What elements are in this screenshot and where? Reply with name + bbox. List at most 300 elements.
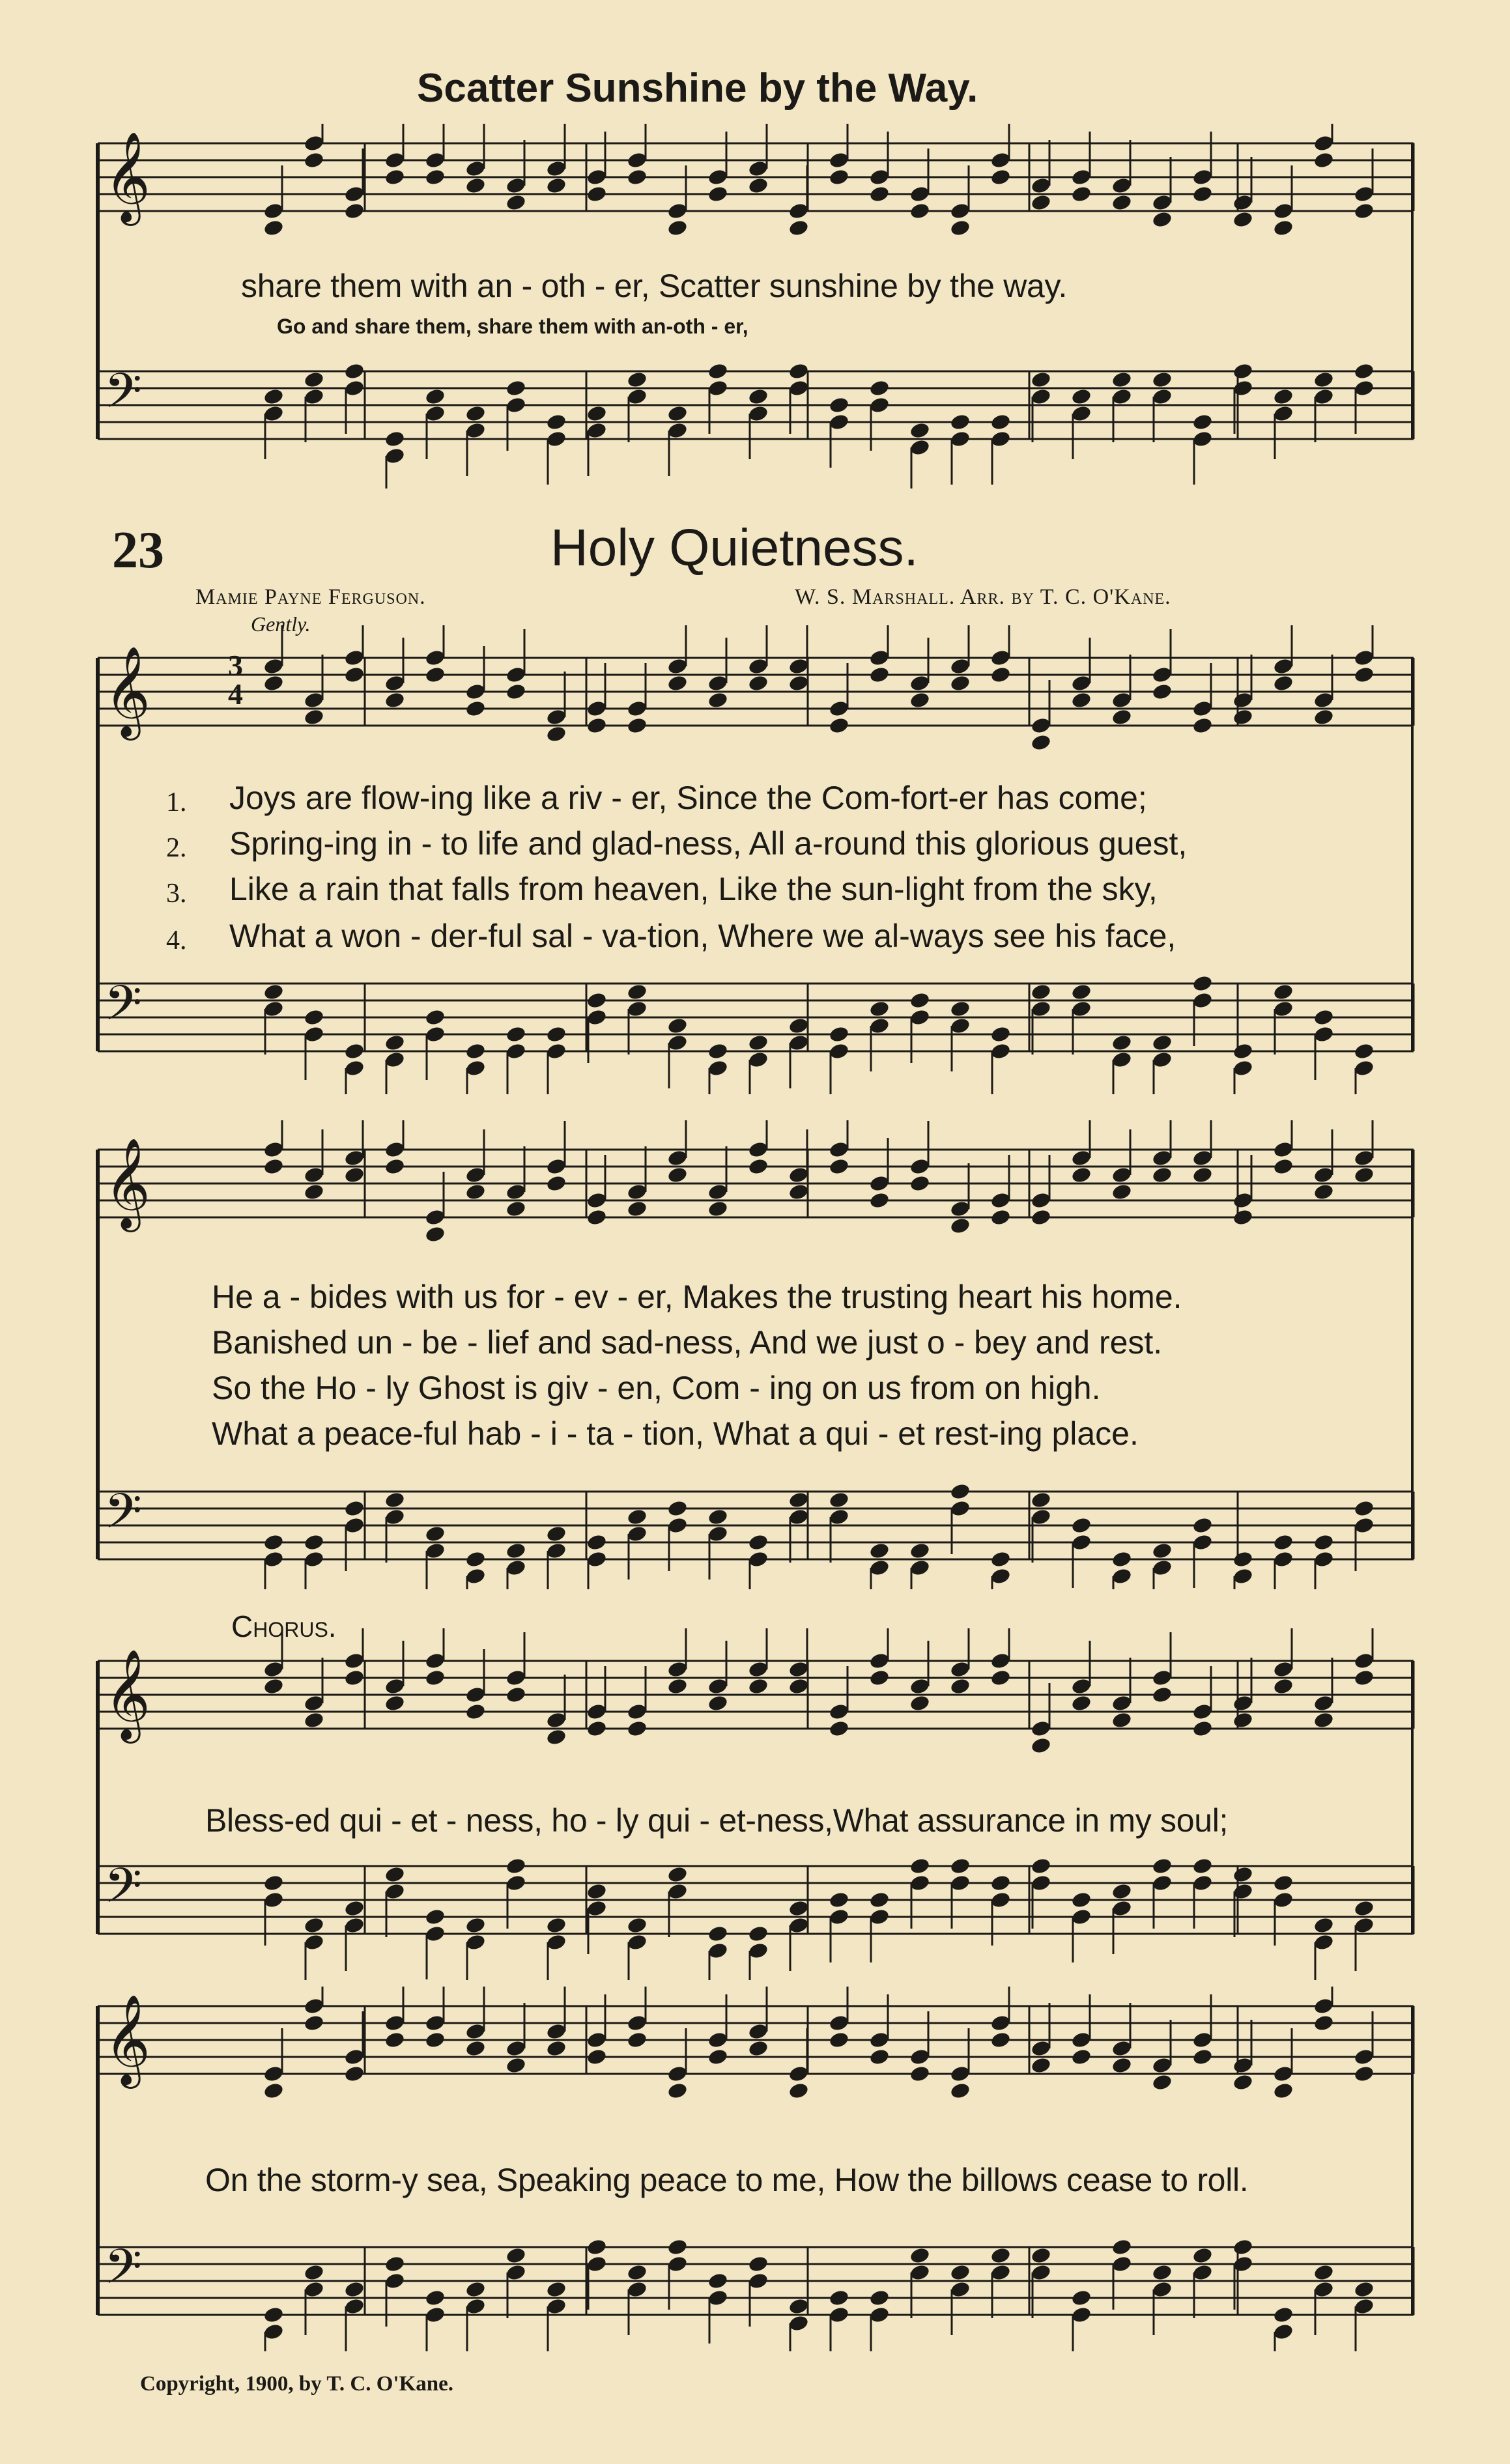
note-head <box>1111 193 1132 212</box>
note-head <box>990 1874 1011 1892</box>
note-head <box>586 404 607 423</box>
note-head <box>626 1916 648 1934</box>
note-head <box>1030 1208 1051 1226</box>
note-head <box>1313 1008 1334 1027</box>
note-head <box>1151 2073 1173 2091</box>
verse-3-line-a: Like a rain that falls from heaven, Like the sun-light from the sky, <box>229 871 1158 907</box>
note-head <box>828 396 849 414</box>
note-head <box>788 1899 809 1918</box>
note-head <box>384 430 405 448</box>
treble-clef-icon: 𝄞 <box>104 1138 150 1228</box>
note-head <box>1151 2263 1173 2282</box>
note-head <box>303 1183 324 1201</box>
note-head <box>1313 2014 1334 2032</box>
note-head <box>666 2238 688 2256</box>
note-head <box>828 2289 849 2307</box>
note-head <box>909 1694 930 1712</box>
verse-3-line-b: So the Ho - ly Ghost is giv - en, Com - ing on us from on high. <box>212 1370 1101 1406</box>
note-head <box>990 1208 1011 1226</box>
note-head <box>1111 1882 1132 1901</box>
note-head <box>1191 1857 1213 1875</box>
note-head <box>1191 2246 1213 2265</box>
note-head <box>343 1499 365 1518</box>
note-head <box>990 1025 1011 1043</box>
note-head <box>545 177 567 195</box>
note-head <box>1070 388 1092 406</box>
note-head <box>626 2263 648 2282</box>
note-head <box>1111 1711 1132 1729</box>
note-head <box>1070 1891 1092 1909</box>
note-head <box>1272 983 1294 1001</box>
verse-number-2: 2. <box>166 833 187 863</box>
verse-number-1: 1. <box>166 787 187 817</box>
note-head <box>1191 2048 1213 2066</box>
note-head <box>464 1550 486 1568</box>
note-head <box>545 1025 567 1043</box>
note-head <box>747 1533 769 1551</box>
note-head <box>263 2082 284 2100</box>
note-head <box>1232 362 1253 380</box>
treble-staff <box>98 124 1414 237</box>
note-head <box>788 2082 809 2100</box>
note-head <box>505 1200 526 1218</box>
treble-staff <box>98 1120 1414 1243</box>
note-head <box>828 716 849 735</box>
note-head <box>263 1157 284 1176</box>
note-head <box>263 1533 284 1551</box>
note-head <box>1232 2073 1253 2091</box>
note-head <box>384 1694 405 1712</box>
note-head <box>666 404 688 423</box>
note-head <box>666 1166 688 1184</box>
note-head <box>788 2297 809 2315</box>
note-head <box>1191 413 1213 431</box>
note-head <box>424 1669 446 1687</box>
note-head <box>1151 1034 1173 1052</box>
previous-hymn-title: Scatter Sunshine by the Way. <box>417 66 978 111</box>
note-head <box>666 1865 688 1884</box>
bass-clef-icon: 𝄢 <box>104 1858 142 1926</box>
note-head <box>666 219 688 237</box>
note-head <box>505 1542 526 1560</box>
note-head <box>1070 2048 1092 2066</box>
note-head <box>384 2255 405 2273</box>
hymn-title: Holy Quietness. <box>550 518 919 576</box>
note-head <box>868 1669 890 1687</box>
note-head <box>626 2031 648 2049</box>
note-head <box>626 716 648 735</box>
note-head <box>909 2246 930 2265</box>
note-head <box>626 1200 648 1218</box>
note-head <box>1272 2082 1294 2100</box>
note-head <box>788 1491 809 1509</box>
note-head <box>424 1225 446 1243</box>
note-head <box>1111 708 1132 726</box>
note-head <box>626 983 648 1001</box>
note-head <box>949 219 971 237</box>
note-head <box>949 2263 971 2282</box>
note-head <box>384 2031 405 2049</box>
note-head <box>990 168 1011 186</box>
note-head <box>1313 371 1334 389</box>
note-head <box>424 666 446 684</box>
note-head <box>1191 1166 1213 1184</box>
note-head <box>545 725 567 743</box>
note-head <box>263 1874 284 1892</box>
note-head <box>1030 1736 1051 1755</box>
note-head <box>1151 1542 1173 1560</box>
time-signature-bottom: 4 <box>228 677 243 711</box>
note-head <box>909 2065 930 2083</box>
note-head <box>424 388 446 406</box>
note-head <box>1232 1865 1253 1884</box>
note-head <box>1353 2280 1375 2299</box>
note-head <box>1151 1166 1173 1184</box>
note-head <box>1313 151 1334 169</box>
note-head <box>747 2039 769 2058</box>
verse-number-3: 3. <box>166 879 187 909</box>
treble-clef-icon: 𝄞 <box>104 646 150 737</box>
note-head <box>868 666 890 684</box>
note-head <box>788 674 809 692</box>
note-head <box>747 1677 769 1695</box>
note-head <box>707 362 728 380</box>
note-head <box>868 1000 890 1018</box>
note-head <box>1272 1533 1294 1551</box>
verse-number-4: 4. <box>166 926 187 956</box>
note-head <box>747 674 769 692</box>
note-head <box>1232 708 1253 726</box>
note-head <box>949 1217 971 1235</box>
note-head <box>303 1916 324 1934</box>
tempo-marking: Gently. <box>251 612 311 636</box>
note-head <box>1272 1677 1294 1695</box>
previous-hymn-bass-lyric: Go and share them, share them with an-oth - er, <box>277 315 748 338</box>
note-head <box>505 683 526 701</box>
note-head <box>384 168 405 186</box>
note-head <box>949 413 971 431</box>
verse-2-line-b: Banished un - be - lief and sad-ness, And we just o - bey and rest. <box>212 1324 1163 1361</box>
note-head <box>1030 983 1051 1001</box>
bass-staff <box>98 974 1414 1094</box>
note-head <box>747 1157 769 1176</box>
note-head <box>707 2048 728 2066</box>
note-head <box>1191 185 1213 203</box>
note-head <box>1070 1166 1092 1184</box>
note-head <box>1070 185 1092 203</box>
note-head <box>666 1677 688 1695</box>
note-head <box>1030 193 1051 212</box>
note-head <box>1070 983 1092 1001</box>
note-head <box>1313 1183 1334 1201</box>
note-head <box>626 1508 648 1526</box>
note-head <box>303 151 324 169</box>
note-head <box>1191 1516 1213 1535</box>
note-head <box>828 1891 849 1909</box>
note-head <box>1111 2056 1132 2075</box>
note-head <box>666 674 688 692</box>
note-head <box>828 1157 849 1176</box>
note-head <box>788 362 809 380</box>
note-head <box>343 1042 365 1060</box>
copyright-notice: Copyright, 1900, by T. C. O'Kane. <box>140 2372 453 2396</box>
note-head <box>626 1720 648 1738</box>
note-head <box>1151 1857 1173 1875</box>
note-head <box>747 1925 769 1943</box>
note-head <box>263 1677 284 1695</box>
note-head <box>1232 2238 1253 2256</box>
note-head <box>828 1025 849 1043</box>
note-head <box>626 168 648 186</box>
previous-hymn-system <box>0 124 1510 489</box>
note-head <box>545 1728 567 1746</box>
note-head <box>424 2031 446 2049</box>
note-head <box>545 1174 567 1193</box>
note-head <box>1272 388 1294 406</box>
note-head <box>586 1533 607 1551</box>
note-head <box>343 2280 365 2299</box>
note-head <box>424 1908 446 1926</box>
note-head <box>1272 1874 1294 1892</box>
note-head <box>868 379 890 397</box>
note-head <box>949 674 971 692</box>
note-head <box>545 2280 567 2299</box>
note-head <box>909 1857 930 1875</box>
note-head <box>343 362 365 380</box>
note-head <box>1151 371 1173 389</box>
note-head <box>1030 371 1051 389</box>
bass-clef-icon: 𝄢 <box>104 1483 142 1551</box>
note-head <box>909 991 930 1010</box>
note-head <box>1313 1533 1334 1551</box>
bass-clef-icon: 𝄢 <box>104 975 142 1043</box>
note-head <box>828 1720 849 1738</box>
note-head <box>828 1491 849 1509</box>
note-head <box>1272 219 1294 237</box>
note-head <box>909 202 930 220</box>
note-head <box>1313 1916 1334 1934</box>
treble-clef-icon: 𝄞 <box>104 1649 150 1740</box>
treble-staff <box>98 1628 1414 1755</box>
note-head <box>343 666 365 684</box>
note-head <box>505 2246 526 2265</box>
note-head <box>303 708 324 726</box>
note-head <box>868 2048 890 2066</box>
note-head <box>707 1042 728 1060</box>
note-head <box>303 1533 324 1551</box>
note-head <box>788 1677 809 1695</box>
note-head <box>990 666 1011 684</box>
note-head <box>1070 1516 1092 1535</box>
note-head <box>909 691 930 709</box>
note-head <box>384 1157 405 1176</box>
bass-staff <box>98 1857 1414 1980</box>
verse-1-line-b: He a - bides with us for - ev - er, Makes the trusting heart his home. <box>212 1279 1182 1315</box>
note-head <box>707 2272 728 2290</box>
note-head <box>303 2014 324 2032</box>
note-head <box>909 421 930 440</box>
note-head <box>505 193 526 212</box>
note-head <box>464 1916 486 1934</box>
note-head <box>1030 1857 1051 1875</box>
treble-staff <box>98 625 1414 752</box>
music-credit: W. S. Marshall. Arr. by T. C. O'Kane. <box>795 585 1171 609</box>
note-head <box>424 1008 446 1027</box>
verse-2-line-a: Spring-ing in - to life and glad-ness, All a-round this glorious guest, <box>229 825 1188 862</box>
note-head <box>707 1200 728 1218</box>
note-head <box>868 1542 890 1560</box>
note-head <box>1030 2056 1051 2075</box>
note-head <box>990 1550 1011 1568</box>
note-head <box>1272 1157 1294 1176</box>
note-head <box>788 219 809 237</box>
note-head <box>303 2263 324 2282</box>
bass-staff <box>98 362 1414 489</box>
note-head <box>707 1925 728 1943</box>
note-head <box>1111 1034 1132 1052</box>
hymn-number: 23 <box>112 522 164 579</box>
note-head <box>666 1017 688 1035</box>
note-head <box>949 1677 971 1695</box>
note-head <box>464 1042 486 1060</box>
note-head <box>586 2048 607 2066</box>
note-head <box>263 388 284 406</box>
note-head <box>505 379 526 397</box>
note-head <box>990 413 1011 431</box>
note-head <box>747 388 769 406</box>
note-head <box>586 716 607 735</box>
note-head <box>1111 2238 1132 2256</box>
note-head <box>1272 2306 1294 2324</box>
note-head <box>1353 666 1375 684</box>
note-head <box>1272 674 1294 692</box>
note-head <box>464 1703 486 1721</box>
verse-1-line-a: Joys are flow-ing like a riv - er, Since the Com-fort-er has come; <box>229 780 1147 816</box>
note-head <box>424 2289 446 2307</box>
note-head <box>545 413 567 431</box>
chorus-label: Chorus. <box>231 1609 337 1643</box>
note-head <box>1353 362 1375 380</box>
note-head <box>545 1525 567 1543</box>
note-head <box>990 1669 1011 1687</box>
chorus-lyric-2: On the storm-y sea, Speaking peace to me, How the billows cease to roll. <box>205 2162 1249 2198</box>
note-head <box>464 177 486 195</box>
note-head <box>1353 1899 1375 1918</box>
note-head <box>586 1720 607 1738</box>
note-head <box>949 1857 971 1875</box>
note-head <box>1353 2065 1375 2083</box>
previous-hymn-lyric: share them with an - oth - er, Scatter sunshine by the way. <box>241 268 1068 304</box>
note-head <box>464 2039 486 2058</box>
note-head <box>949 2082 971 2100</box>
treble-staff <box>98 1987 1414 2100</box>
note-head <box>505 2056 526 2075</box>
note-head <box>1232 1711 1253 1729</box>
note-head <box>828 2031 849 2049</box>
note-head <box>1353 1166 1375 1184</box>
note-head <box>505 1025 526 1043</box>
note-head <box>949 1000 971 1018</box>
note-head <box>464 404 486 423</box>
note-head <box>1232 1208 1253 1226</box>
note-head <box>868 185 890 203</box>
time-signature <box>228 651 243 709</box>
verse-4-line-b: What a peace-ful hab - i - ta - tion, What a qui - et rest-ing place. <box>212 1415 1139 1452</box>
note-head <box>545 2039 567 2058</box>
note-head <box>909 1174 930 1193</box>
bass-clef-icon: 𝄢 <box>104 2239 142 2307</box>
note-head <box>384 1865 405 1884</box>
note-head <box>1111 371 1132 389</box>
note-head <box>424 1525 446 1543</box>
note-head <box>1070 691 1092 709</box>
note-head <box>384 1491 405 1509</box>
note-head <box>586 185 607 203</box>
note-head <box>263 674 284 692</box>
note-head <box>747 1034 769 1052</box>
note-head <box>1232 210 1253 229</box>
bass-staff <box>98 2238 1414 2351</box>
verse-4-line-a: What a won - der-ful sal - va-tion, Where we al-ways see his face, <box>229 918 1176 954</box>
note-head <box>263 2306 284 2324</box>
note-head <box>909 1542 930 1560</box>
note-head <box>1313 1711 1334 1729</box>
treble-clef-icon: 𝄞 <box>104 132 150 222</box>
note-head <box>626 371 648 389</box>
note-head <box>828 168 849 186</box>
note-head <box>303 1008 324 1027</box>
note-head <box>545 1916 567 1934</box>
note-head <box>1191 716 1213 735</box>
note-head <box>303 371 324 389</box>
note-head <box>747 2255 769 2273</box>
note-head <box>1191 1720 1213 1738</box>
note-head <box>303 1711 324 1729</box>
note-head <box>1313 708 1334 726</box>
note-head <box>1030 733 1051 752</box>
treble-clef-icon: 𝄞 <box>104 1994 150 2085</box>
note-head <box>1353 1042 1375 1060</box>
note-head <box>1353 202 1375 220</box>
note-head <box>1313 2263 1334 2282</box>
note-head <box>990 2031 1011 2049</box>
note-head <box>384 691 405 709</box>
note-head <box>868 2289 890 2307</box>
note-head <box>343 1669 365 1687</box>
chorus-lyric-1: Bless-ed qui - et - ness, ho - ly qui - et-ness,What assurance in my soul; <box>205 1802 1229 1839</box>
note-head <box>1030 1491 1051 1509</box>
note-head <box>666 1499 688 1518</box>
note-head <box>1232 1042 1253 1060</box>
note-head <box>586 1882 607 1901</box>
note-head <box>464 700 486 718</box>
note-head <box>1353 1669 1375 1687</box>
note-head <box>707 691 728 709</box>
note-head <box>1070 2289 1092 2307</box>
note-head <box>1151 683 1173 701</box>
note-head <box>747 177 769 195</box>
note-head <box>586 2238 607 2256</box>
note-head <box>1151 1686 1173 1704</box>
bass-clef-icon: 𝄢 <box>104 363 142 431</box>
note-head <box>707 1508 728 1526</box>
note-head <box>586 991 607 1010</box>
note-head <box>707 1694 728 1712</box>
note-head <box>343 1899 365 1918</box>
note-head <box>1191 974 1213 993</box>
time-signature-top: 3 <box>228 649 243 682</box>
note-head <box>263 219 284 237</box>
